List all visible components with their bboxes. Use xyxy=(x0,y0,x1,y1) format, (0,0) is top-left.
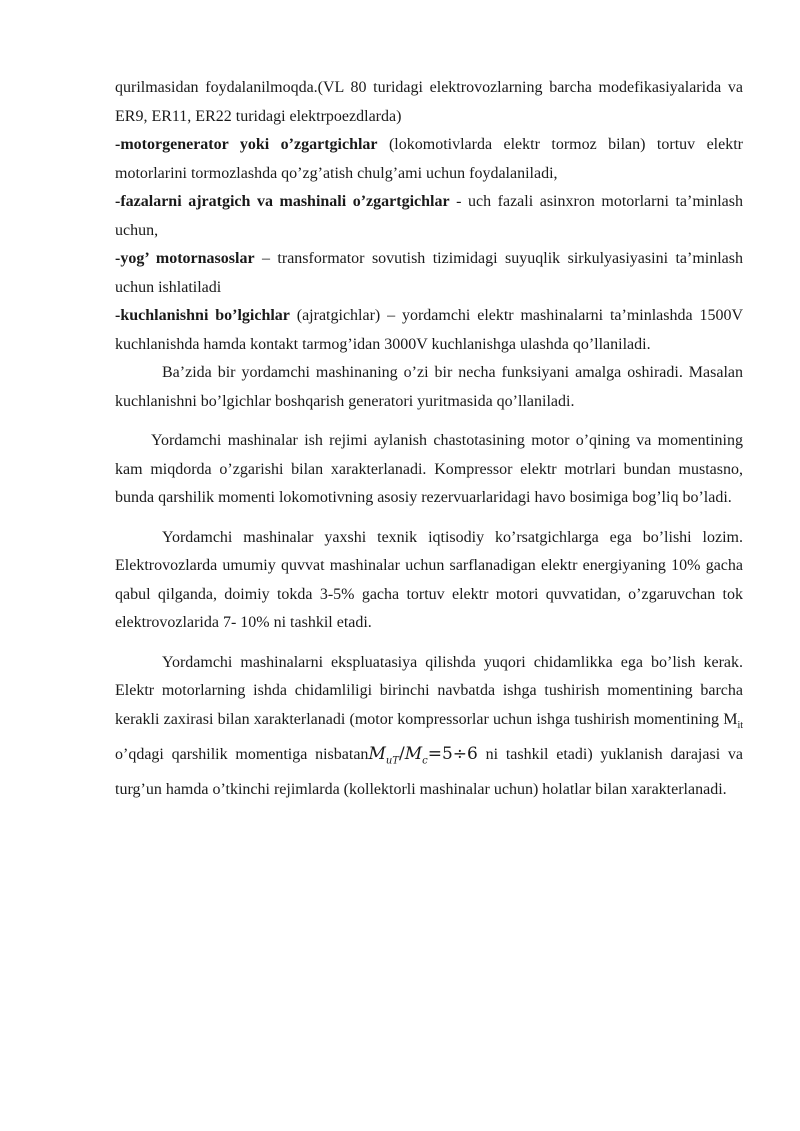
list-term: -fazalarni ajratgich va mashinali o’zgartgichlar xyxy=(115,193,450,210)
list-text: - uch fazali asinxron motorlarni ta’minlash uchun, xyxy=(115,193,743,239)
paragraph-continuation: qurilmasidan foydalanilmoqda.(VL 80 turidagi elektrovozlarning barcha modefikasiyalarida va ER9, ER11, ER22 turidagi elektrpoezdlarda) xyxy=(115,79,743,125)
paragraph-durability: Yordamchi mashinalarni ekspluatasiya qilishda yuqori chidamlikka ega bo’lish kerak. Elektr motorlarning ishda chidamliligi birinchi navbatda ishga tushirish momentining barcha kerakli zaxirasi bilan xarakterlanadi (motor kompressorlar uchun ishga tushirish momentining $M_{it}$ o’qdagi qarshilik momentiga $nisbatanM_{uT}/M_c=5\div 6$ ni tashkil etadi) yuklanish darajasi va turg’un hamda o’tkinchi rejimlarda (kollektorli mashinalar uchun) holatlar bilan xarakterlanadi. xyxy=(115,653,743,799)
list-text: – transformator sovutish tizimidagi suyuqlik sirkulyasiyasini ta’minlash uchun ishlatiladi xyxy=(115,250,744,296)
paragraph-multifunction: Ba’zida bir yordamchi mashinaning o’zi bir necha funksiyani amalga oshiradi. Masalan kuchlanishni bo’lgichlar boshqarish generatori yuritmasida qo’llaniladi. xyxy=(115,364,743,410)
subscript-it: it xyxy=(737,719,743,731)
document-body xyxy=(115,74,743,805)
list-term: -kuchlanishni bo’lgichlar xyxy=(115,307,290,324)
list-term: -motorgenerator yoki o’zgartgichlar xyxy=(115,136,378,153)
list-item-phase-splitter xyxy=(115,188,743,245)
list-item-motorgenerator xyxy=(115,131,743,188)
list-text: (lokomotivlarda elektr tormoz bilan) tortuv elektr motorlarini tormozlashda qo’zg’atish chulg’ami uchun foydalaniladi, xyxy=(115,136,744,182)
list-text: (ajratgichlar) – yordamchi elektr mashinalarni ta’minlashda 1500V kuchlanishda hamda kontakt tarmog’idan 3000V kuchlanishga ulashda qo’llaniladi. xyxy=(115,307,744,353)
list-item-voltage-divider xyxy=(115,302,743,359)
list-term: -yog’ motornasoslar xyxy=(115,250,255,267)
formula-moment-ratio: $M_{uT}/M_c=5\div 6$ xyxy=(368,744,478,767)
paragraph-efficiency: Yordamchi mashinalar yaxshi texnik iqtisodiy ko’rsatgichlarga ega bo’lishi lozim. Elektrovozlarda umumiy quvvat mashinalar uchun sarflanadigan elektr energiyaning 10% gacha qabul qilganda, doimiy tokda 3-5% gacha tortuv elektr motori quvvatidan, o’zgaruvchan tok elektrovozlarida 7- 10% ni tashkil etadi. xyxy=(115,528,743,631)
paragraph-operating-mode: Yordamchi mashinalar ish rejimi aylanish chastotasining motor o’qining va momentining kam miqdorda o’zgarishi bilan xarakterlanadi. Kompressor elektr motrlari bundan mustasno, bunda qarshilik momenti lokomotivning asosiy rezervuarlaridagi havo bosimiga bog’liq bo’ladi. xyxy=(115,432,743,506)
list-item-oil-pump xyxy=(115,245,743,302)
